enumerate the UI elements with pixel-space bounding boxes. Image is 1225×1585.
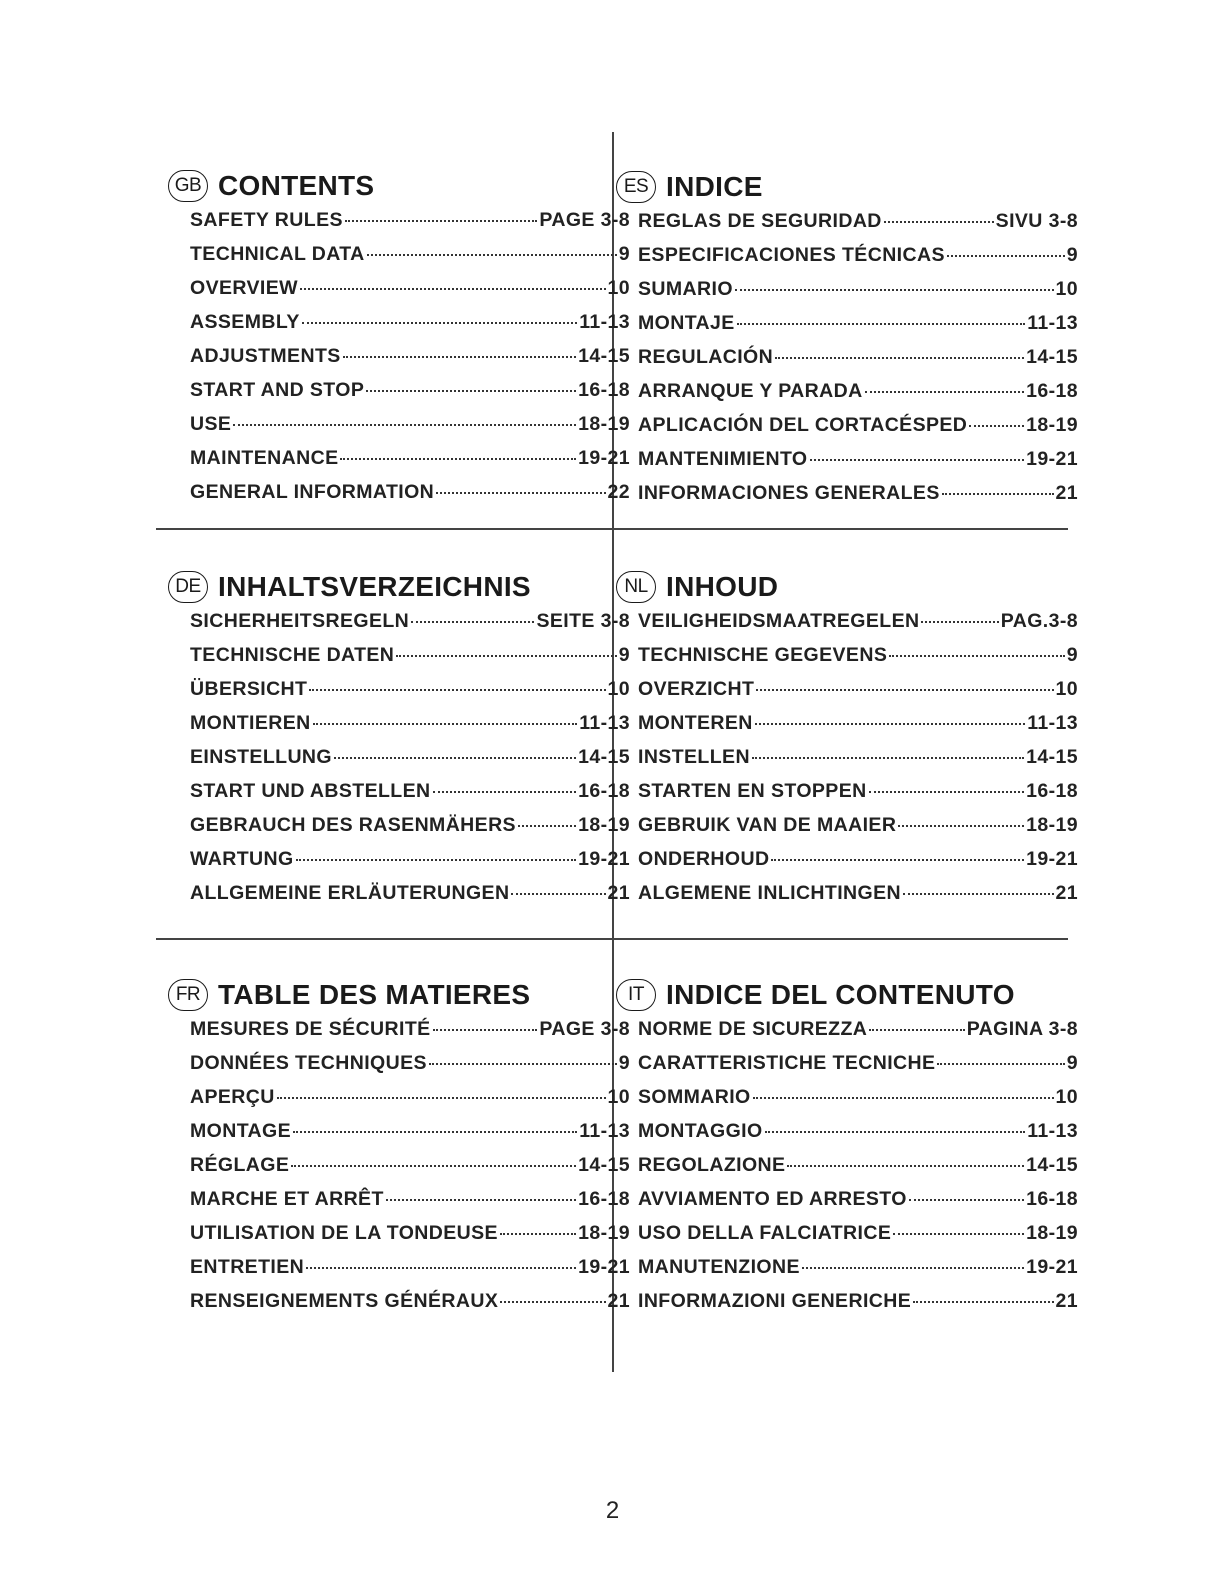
dot-leader	[903, 893, 1054, 895]
dot-leader	[753, 1097, 1054, 1099]
toc-entry	[190, 209, 630, 243]
toc-entry	[638, 448, 1078, 482]
toc-entry-label: INFORMACIONES GENERALES	[638, 482, 940, 504]
toc-entry-page: 10	[1055, 278, 1078, 300]
dot-leader	[765, 1131, 1026, 1133]
toc-entry	[190, 644, 630, 678]
toc-entry-page: 19-21	[1026, 1256, 1078, 1278]
toc-entry-label: ALLGEMEINE ERLÄUTERUNGEN	[190, 882, 510, 904]
toc-entry	[638, 1120, 1078, 1154]
toc-entry-label: GEBRUIK VAN DE MAAIER	[638, 814, 897, 836]
toc-entry-page: 10	[607, 1086, 630, 1108]
toc-entry	[190, 882, 630, 916]
dot-leader	[293, 1131, 577, 1133]
toc-entry-label: GEBRAUCH DES RASENMÄHERS	[190, 814, 516, 836]
toc-entry	[638, 848, 1078, 882]
dot-leader	[737, 323, 1025, 325]
toc-entry	[638, 780, 1078, 814]
toc-entry-page: 11-13	[1027, 1120, 1078, 1142]
toc-entry-page: 10	[607, 277, 630, 299]
dot-leader	[802, 1267, 1024, 1269]
toc-entry-label: AVVIAMENTO ED ARRESTO	[638, 1188, 907, 1210]
toc-entry-label: MONTAGGIO	[638, 1120, 763, 1142]
toc-entry-page: 9	[1066, 244, 1078, 266]
toc-entry-label: MANTENIMIENTO	[638, 448, 808, 470]
toc-entry-page: 19-21	[578, 447, 630, 469]
toc-entry	[190, 1120, 630, 1154]
toc-entry-page: 18-19	[1026, 1222, 1078, 1244]
dot-leader	[429, 1063, 617, 1065]
toc-entry	[638, 380, 1078, 414]
toc-section-es	[623, 168, 1078, 516]
dot-leader	[884, 221, 994, 223]
dot-leader	[969, 425, 1024, 427]
toc-entry	[190, 814, 630, 848]
toc-entry	[638, 278, 1078, 312]
toc-entry	[190, 1154, 630, 1188]
toc-entry-label: GENERAL INFORMATION	[190, 481, 435, 503]
toc-entry-label: START UND ABSTELLEN	[190, 780, 431, 802]
toc-entry-page: 21	[607, 882, 630, 904]
dot-leader	[865, 391, 1025, 393]
toc-entry-label: APLICACIÓN DEL CORTACÉSPED	[638, 414, 968, 436]
dot-leader	[300, 288, 606, 290]
dot-leader	[898, 825, 1024, 827]
dot-leader	[340, 458, 576, 460]
toc-entry-label: DONNÉES TECHNIQUES	[190, 1052, 427, 1074]
toc-entry-page: 21	[1055, 1290, 1078, 1312]
dot-leader	[735, 289, 1054, 291]
toc-entry-page: PAGINA 3-8	[966, 1018, 1078, 1040]
toc-entry	[638, 1052, 1078, 1086]
toc-entry-label: START AND STOP	[190, 379, 365, 401]
toc-entry-label: UTILISATION DE LA TONDEUSE	[190, 1222, 498, 1244]
toc-entry-page: 21	[1055, 882, 1078, 904]
toc-entry-label: MARCHE ET ARRÊT	[190, 1188, 384, 1210]
toc-entry	[638, 210, 1078, 244]
toc-entry	[638, 1154, 1078, 1188]
dot-leader	[909, 1199, 1024, 1201]
toc-entry-page: 11-13	[579, 712, 630, 734]
page-number: 2	[605, 1497, 620, 1524]
language-badge: DE	[168, 571, 208, 603]
toc-entry	[638, 746, 1078, 780]
toc-entry-label: ESPECIFICACIONES TÉCNICAS	[638, 244, 945, 266]
toc-entry-page: 14-15	[1026, 1154, 1078, 1176]
dot-leader	[433, 791, 577, 793]
toc-entry-label: SOMMARIO	[638, 1086, 751, 1108]
toc-entry-page: 11-13	[1027, 712, 1078, 734]
toc-entry-page: 9	[1066, 1052, 1078, 1074]
dot-leader	[233, 424, 576, 426]
language-badge: NL	[616, 571, 656, 603]
dot-leader	[518, 825, 576, 827]
toc-entry	[638, 644, 1078, 678]
section-heading	[168, 167, 630, 205]
dot-leader	[893, 1233, 1024, 1235]
toc-entry-label: SAFETY RULES	[190, 209, 343, 231]
toc-entry-label: STARTEN EN STOPPEN	[638, 780, 867, 802]
dot-leader	[787, 1165, 1024, 1167]
toc-entry-page: 21	[607, 1290, 630, 1312]
dot-leader	[433, 1029, 538, 1031]
dot-leader	[500, 1233, 576, 1235]
toc-entry-page: 18-19	[578, 413, 630, 435]
toc-entry	[638, 1018, 1078, 1052]
toc-entry-page: 16-18	[578, 780, 630, 802]
toc-entry-label: NORME DE SICUREZZA	[638, 1018, 868, 1040]
toc-entry-label: TECHNISCHE DATEN	[190, 644, 395, 666]
toc-entry	[638, 244, 1078, 278]
dot-leader	[869, 1029, 964, 1031]
toc-entry-page: 19-21	[578, 848, 630, 870]
toc-entry-list	[190, 610, 630, 916]
toc-entry-label: ALGEMENE INLICHTINGEN	[638, 882, 901, 904]
section-title: INDICE DEL CONTENUTO	[666, 979, 1015, 1010]
toc-entry	[190, 1018, 630, 1052]
toc-entry	[190, 712, 630, 746]
toc-entry-label: ADJUSTMENTS	[190, 345, 341, 367]
dot-leader	[343, 356, 576, 358]
dot-leader	[386, 1199, 576, 1201]
toc-entry	[638, 482, 1078, 516]
toc-entry-page: PAG.3-8	[1000, 610, 1078, 632]
toc-entry-page: 9	[1066, 644, 1078, 666]
toc-entry	[190, 311, 630, 345]
toc-entry-page: PAGE 3-8	[539, 1018, 630, 1040]
dot-leader	[921, 621, 998, 623]
language-badge: IT	[616, 979, 656, 1011]
toc-entry-list	[190, 209, 630, 515]
toc-entry	[638, 1188, 1078, 1222]
toc-entry	[190, 1256, 630, 1290]
dot-leader	[942, 493, 1054, 495]
toc-entry	[190, 1290, 630, 1324]
dot-leader	[771, 859, 1024, 861]
dot-leader	[334, 757, 576, 759]
toc-entry-label: TECHNISCHE GEGEVENS	[638, 644, 888, 666]
toc-entry-label: ASSEMBLY	[190, 311, 300, 333]
toc-entry-page: 14-15	[1026, 746, 1078, 768]
toc-entry	[190, 1086, 630, 1120]
toc-entry-page: 14-15	[578, 345, 630, 367]
toc-entry-page: 11-13	[1027, 312, 1078, 334]
toc-entry-page: 18-19	[578, 814, 630, 836]
dot-leader	[511, 893, 605, 895]
language-badge: FR	[168, 979, 208, 1011]
dot-leader	[756, 689, 1053, 691]
toc-entry-page: 9	[618, 1052, 630, 1074]
toc-entry-page: 18-19	[1026, 414, 1078, 436]
toc-entry-page: 19-21	[1026, 448, 1078, 470]
toc-entry-label: APERÇU	[190, 1086, 275, 1108]
toc-entry-label: OVERVIEW	[190, 277, 298, 299]
toc-entry-label: REGULACIÓN	[638, 346, 774, 368]
toc-entry-page: SIVU 3-8	[995, 210, 1078, 232]
row-divider	[156, 938, 1068, 940]
toc-entry	[190, 481, 630, 515]
toc-entry-page: 16-18	[578, 379, 630, 401]
toc-entry-label: MONTEREN	[638, 712, 753, 734]
toc-entry-label: TECHNICAL DATA	[190, 243, 365, 265]
toc-entry-page: 11-13	[579, 1120, 630, 1142]
toc-entry	[638, 1222, 1078, 1256]
toc-entry-page: 16-18	[1026, 380, 1078, 402]
toc-section-fr	[175, 976, 630, 1324]
toc-entry-label: SICHERHEITSREGELN	[190, 610, 410, 632]
toc-entry-page: 19-21	[578, 1256, 630, 1278]
section-heading	[616, 976, 1078, 1014]
toc-entry-page: 16-18	[1026, 780, 1078, 802]
dot-leader	[889, 655, 1065, 657]
toc-entry	[638, 414, 1078, 448]
dot-leader	[277, 1097, 606, 1099]
dot-leader	[306, 1267, 576, 1269]
section-heading	[616, 168, 1078, 206]
section-title: INDICE	[666, 171, 763, 202]
toc-entry-label: SUMARIO	[638, 278, 733, 300]
toc-entry-page: 18-19	[1026, 814, 1078, 836]
toc-entry-label: MESURES DE SÉCURITÉ	[190, 1018, 431, 1040]
toc-entry-list	[638, 610, 1078, 916]
toc-entry-label: REGOLAZIONE	[638, 1154, 786, 1176]
toc-entry	[190, 413, 630, 447]
toc-section-nl	[624, 568, 1078, 916]
toc-entry-label: USE	[190, 413, 232, 435]
toc-entry-label: INSTELLEN	[638, 746, 750, 768]
language-badge: ES	[616, 171, 656, 203]
toc-entry-label: MANUTENZIONE	[638, 1256, 800, 1278]
dot-leader	[366, 390, 576, 392]
toc-entry	[638, 610, 1078, 644]
toc-entry	[638, 312, 1078, 346]
toc-entry	[190, 379, 630, 413]
toc-entry	[190, 1222, 630, 1256]
toc-entry-label: MONTIEREN	[190, 712, 311, 734]
dot-leader	[313, 723, 578, 725]
toc-entry	[190, 243, 630, 277]
dot-leader	[296, 859, 577, 861]
toc-entry-label: ONDERHOUD	[638, 848, 770, 870]
dot-leader	[436, 492, 605, 494]
toc-entry-page: 9	[618, 644, 630, 666]
toc-entry-page: 14-15	[1026, 346, 1078, 368]
toc-entry	[638, 1256, 1078, 1290]
toc-entry	[638, 678, 1078, 712]
toc-section-it	[628, 976, 1078, 1324]
toc-entry-label: ÜBERSICHT	[190, 678, 308, 700]
toc-entry-label: USO DELLA FALCIATRICE	[638, 1222, 892, 1244]
toc-entry-label: WARTUNG	[190, 848, 294, 870]
toc-entry-page: 10	[1055, 678, 1078, 700]
section-heading	[168, 568, 630, 606]
toc-section-de	[175, 568, 630, 916]
row-divider	[156, 528, 1068, 530]
dot-leader	[396, 655, 616, 657]
dot-leader	[500, 1301, 605, 1303]
language-badge: GB	[168, 170, 208, 202]
toc-entry	[190, 345, 630, 379]
toc-entry	[190, 610, 630, 644]
toc-entry-page: 19-21	[1026, 848, 1078, 870]
dot-leader	[775, 357, 1024, 359]
toc-entry	[190, 746, 630, 780]
toc-entry-page: 10	[607, 678, 630, 700]
toc-entry-page: 14-15	[578, 1154, 630, 1176]
toc-entry	[190, 848, 630, 882]
dot-leader	[947, 255, 1065, 257]
toc-entry-page: 11-13	[579, 311, 630, 333]
toc-entry-label: RENSEIGNEMENTS GÉNÉRAUX	[190, 1290, 499, 1312]
toc-entry-page: 9	[618, 243, 630, 265]
toc-entry-label: OVERZICHT	[638, 678, 755, 700]
toc-entry-label: EINSTELLUNG	[190, 746, 332, 768]
toc-section-gb	[174, 167, 630, 515]
toc-entry-label: INFORMAZIONI GENERICHE	[638, 1290, 912, 1312]
dot-leader	[345, 220, 537, 222]
toc-entry-label: ENTRETIEN	[190, 1256, 305, 1278]
section-heading	[168, 976, 630, 1014]
toc-entry	[190, 277, 630, 311]
toc-entry-label: MONTAJE	[638, 312, 735, 334]
toc-entry-list	[638, 1018, 1078, 1324]
toc-entry-page: 22	[607, 481, 630, 503]
toc-entry-page: 16-18	[578, 1188, 630, 1210]
toc-entry-page: 18-19	[578, 1222, 630, 1244]
section-title: CONTENTS	[218, 170, 375, 201]
dot-leader	[291, 1165, 576, 1167]
toc-entry	[638, 882, 1078, 916]
toc-entry-label: RÉGLAGE	[190, 1154, 290, 1176]
toc-entry-label: REGLAS DE SEGURIDAD	[638, 210, 882, 232]
toc-entry-label: CARATTERISTICHE TECNICHE	[638, 1052, 936, 1074]
dot-leader	[810, 459, 1025, 461]
section-heading	[616, 568, 1078, 606]
dot-leader	[367, 254, 617, 256]
toc-entry	[638, 346, 1078, 380]
toc-entry-page: 21	[1055, 482, 1078, 504]
toc-entry	[190, 447, 630, 481]
toc-entry-page: 16-18	[1026, 1188, 1078, 1210]
toc-entry-label: MAINTENANCE	[190, 447, 339, 469]
dot-leader	[309, 689, 605, 691]
toc-entry	[638, 1086, 1078, 1120]
toc-entry	[190, 780, 630, 814]
toc-entry-label: ARRANQUE Y PARADA	[638, 380, 863, 402]
toc-entry	[638, 712, 1078, 746]
toc-entry	[638, 814, 1078, 848]
toc-entry-page: 10	[1055, 1086, 1078, 1108]
toc-entry-list	[638, 210, 1078, 516]
toc-entry-page: SEITE 3-8	[536, 610, 630, 632]
dot-leader	[755, 723, 1025, 725]
dot-leader	[913, 1301, 1053, 1303]
dot-leader	[752, 757, 1024, 759]
dot-leader	[869, 791, 1025, 793]
toc-entry	[190, 678, 630, 712]
dot-leader	[302, 322, 577, 324]
dot-leader	[411, 621, 534, 623]
toc-entry	[190, 1188, 630, 1222]
toc-entry-label: VEILIGHEIDSMAATREGELEN	[638, 610, 920, 632]
section-title: TABLE DES MATIERES	[218, 979, 531, 1010]
toc-entry-label: MONTAGE	[190, 1120, 292, 1142]
toc-entry	[638, 1290, 1078, 1324]
toc-entry-list	[190, 1018, 630, 1324]
dot-leader	[937, 1063, 1064, 1065]
toc-entry	[190, 1052, 630, 1086]
toc-entry-page: PAGE 3-8	[539, 209, 630, 231]
section-title: INHALTSVERZEICHNIS	[218, 571, 531, 602]
toc-entry-page: 14-15	[578, 746, 630, 768]
section-title: INHOUD	[666, 571, 779, 602]
